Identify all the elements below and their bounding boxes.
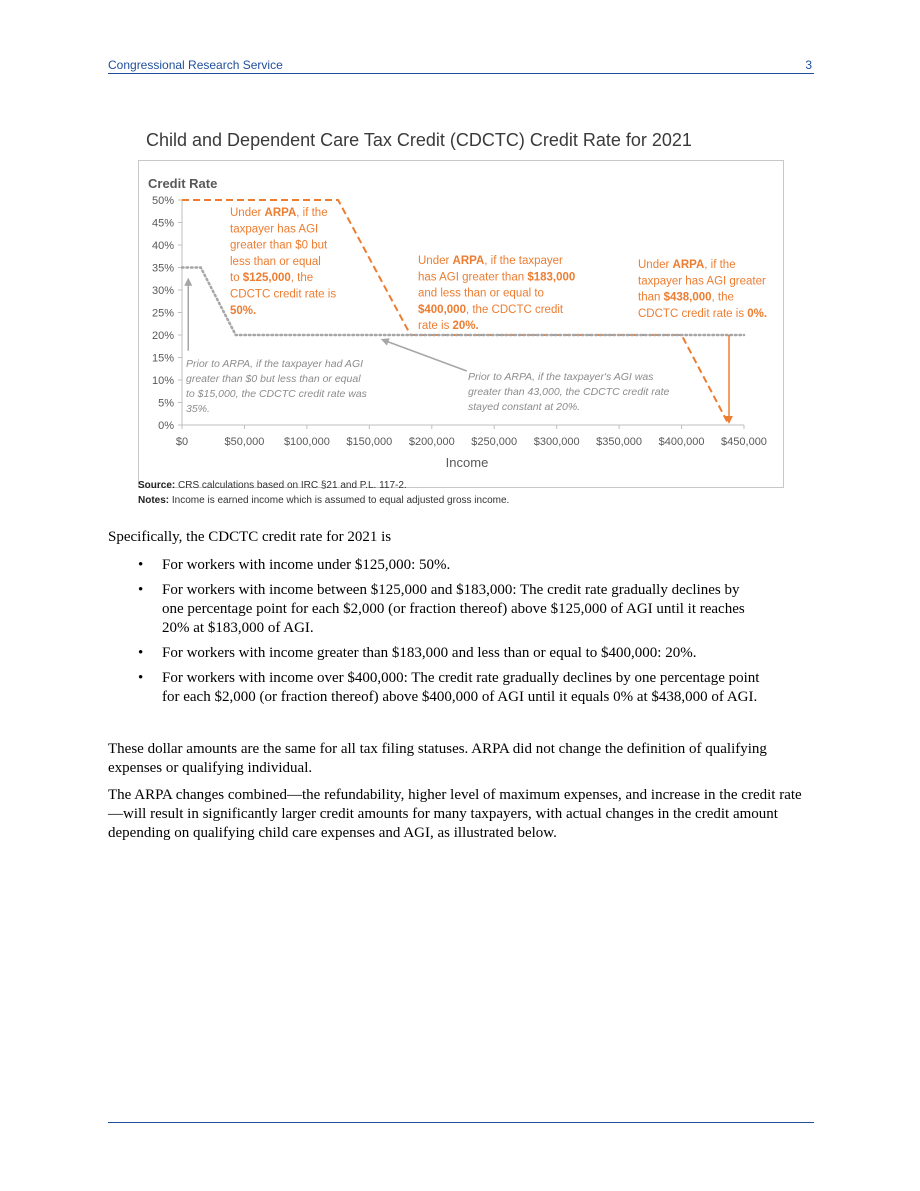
x-tick-label: $100,000 bbox=[283, 436, 330, 448]
annotation-text: , the bbox=[290, 272, 314, 285]
y-tick-label: 35% bbox=[151, 262, 174, 275]
bullet-dot: • bbox=[138, 645, 144, 661]
annotation-text: , if the bbox=[296, 207, 328, 219]
y-tick-label: 50% bbox=[151, 195, 174, 207]
y-tick-label: 15% bbox=[151, 352, 174, 365]
annotation-text: 50%. bbox=[230, 304, 257, 317]
figure-notes bbox=[138, 495, 509, 506]
y-tick-label: 45% bbox=[151, 217, 174, 230]
annotation-text: 0%. bbox=[747, 307, 768, 320]
annotation-text: Under bbox=[230, 207, 265, 219]
paragraph-filing-status: These dollar amounts are the same for all tax filing statuses. ARPA did not change the definition of qualifying expenses or qualifying individual. bbox=[108, 741, 767, 776]
bullet-dot: • bbox=[138, 670, 144, 686]
source-text: CRS calculations based on IRC §21 and P.L. 117-2. bbox=[178, 480, 407, 491]
list-item bbox=[108, 581, 762, 638]
x-tick-label: $0 bbox=[175, 436, 189, 448]
x-tick-label: $150,000 bbox=[346, 436, 393, 448]
x-tick-label: $350,000 bbox=[596, 436, 643, 448]
notes-label: Notes: bbox=[138, 495, 170, 506]
annotation-text: , if the taxpayer bbox=[484, 255, 563, 267]
bullet-text: For workers with income between $125,000 and $183,000: The credit rate gradually declines by one percentage point for each $2,000 (or fraction thereof) above $125,000 of AGI until it reaches 20% at $183,000 of AGI. bbox=[162, 582, 745, 636]
annotation-text: to $15,000, the CDCTC credit rate was bbox=[186, 388, 367, 400]
x-tick-label: $300,000 bbox=[533, 436, 580, 448]
x-axis-label: Income bbox=[445, 455, 489, 470]
bullet-dot: • bbox=[138, 582, 144, 598]
footer-rule bbox=[108, 1122, 814, 1123]
annotation-text: greater than $0 but bbox=[230, 239, 328, 252]
annotation-text: $400,000 bbox=[418, 303, 466, 316]
figure-source bbox=[138, 480, 407, 491]
bullet-dot: • bbox=[138, 557, 144, 573]
annotation-text: greater than 43,000, the CDCTC credit rate bbox=[468, 386, 670, 398]
annotation-text: Under bbox=[418, 255, 453, 267]
list-item bbox=[108, 644, 762, 663]
annotation-text: and less than or equal to bbox=[418, 287, 544, 300]
annotation-text: greater than $0 but less than or equal bbox=[186, 373, 361, 385]
y-tick-label: 5% bbox=[158, 397, 174, 410]
annotation-text: Under bbox=[638, 259, 673, 271]
y-tick-label: 25% bbox=[151, 307, 174, 320]
x-tick-label: $450,000 bbox=[721, 436, 767, 448]
y-tick-label: 20% bbox=[151, 330, 174, 342]
list-item bbox=[108, 669, 762, 707]
annotation-text: than bbox=[638, 291, 664, 304]
header-rule bbox=[108, 73, 814, 74]
source-label: Source: bbox=[138, 480, 176, 491]
annotation-text: Prior to ARPA, if the taxpayer's AGI was bbox=[468, 371, 654, 383]
y-tick-label: 30% bbox=[151, 285, 174, 297]
bullet-text: For workers with income under $125,000: 50%. bbox=[162, 557, 451, 573]
annotation-text: Prior to ARPA, if the taxpayer had AGI bbox=[186, 358, 364, 370]
list-item bbox=[108, 556, 762, 575]
annotation-text: , if the bbox=[704, 259, 736, 271]
annotation-text: CDCTC credit rate is bbox=[230, 288, 337, 301]
annotation-text: $125,000 bbox=[242, 272, 291, 285]
paragraph-arpa-changes: The ARPA changes combined—the refundability, higher level of maximum expenses, and increase in the credit rate—will result in significantly larger credit amounts for many taxpayers, with actual changes in the credit amount depending on qualifying child care expenses and AGI, as illustrated below. bbox=[108, 787, 802, 841]
annotation-text: to bbox=[230, 272, 243, 285]
page-number: 3 bbox=[805, 58, 812, 72]
annotation-text: ARPA bbox=[452, 255, 485, 267]
bullet-text: For workers with income greater than $183,000 and less than or equal to $400,000: 20%. bbox=[162, 645, 697, 661]
rate-bullet-list bbox=[108, 556, 814, 713]
figure-title: Child and Dependent Care Tax Credit (CDCTC) Credit Rate for 2021 bbox=[146, 130, 692, 150]
credit-rate-chart bbox=[138, 160, 784, 488]
y-tick-label: 0% bbox=[158, 420, 174, 432]
annotation-text: stayed constant at 20%. bbox=[468, 401, 581, 413]
x-tick-label: $400,000 bbox=[658, 436, 705, 448]
y-tick-label: 40% bbox=[151, 240, 174, 252]
x-tick-label: $200,000 bbox=[408, 436, 455, 448]
annotation-text: less than or equal bbox=[230, 255, 321, 268]
notes-text: Income is earned income which is assumed to equal adjusted gross income. bbox=[171, 495, 510, 506]
annotation-text: ARPA bbox=[672, 259, 705, 271]
x-tick-label: $250,000 bbox=[471, 436, 518, 448]
annotation-text: taxpayer has AGI greater bbox=[638, 275, 766, 288]
annotation-text: , the bbox=[711, 291, 734, 304]
header-org: Congressional Research Service bbox=[108, 58, 283, 72]
annotation-text: $183,000 bbox=[527, 271, 576, 284]
annotation-text: 20%. bbox=[452, 320, 479, 333]
annotation-text: ARPA bbox=[264, 207, 297, 219]
intro-paragraph: Specifically, the CDCTC credit rate for 2021 is bbox=[108, 529, 392, 545]
annotation-text: CDCTC credit rate is bbox=[638, 307, 748, 320]
annotation-text: , the CDCTC credit bbox=[465, 303, 564, 316]
y-axis-label: Credit Rate bbox=[148, 176, 218, 191]
x-tick-label: $50,000 bbox=[224, 436, 265, 448]
y-tick-label: 10% bbox=[151, 375, 174, 387]
annotation-text: 35%. bbox=[186, 403, 210, 415]
bullet-text: For workers with income over $400,000: The credit rate gradually declines by one percentage point for each $2,000 (or fraction thereof) above $400,000 of AGI until it equals 0% at $438,000 of AGI. bbox=[162, 670, 760, 705]
annotation-text: taxpayer has AGI bbox=[230, 223, 319, 236]
annotation-text: has AGI greater than bbox=[418, 271, 528, 284]
annotation-text: $438,000 bbox=[663, 291, 712, 304]
annotation-text: rate is bbox=[418, 320, 453, 333]
